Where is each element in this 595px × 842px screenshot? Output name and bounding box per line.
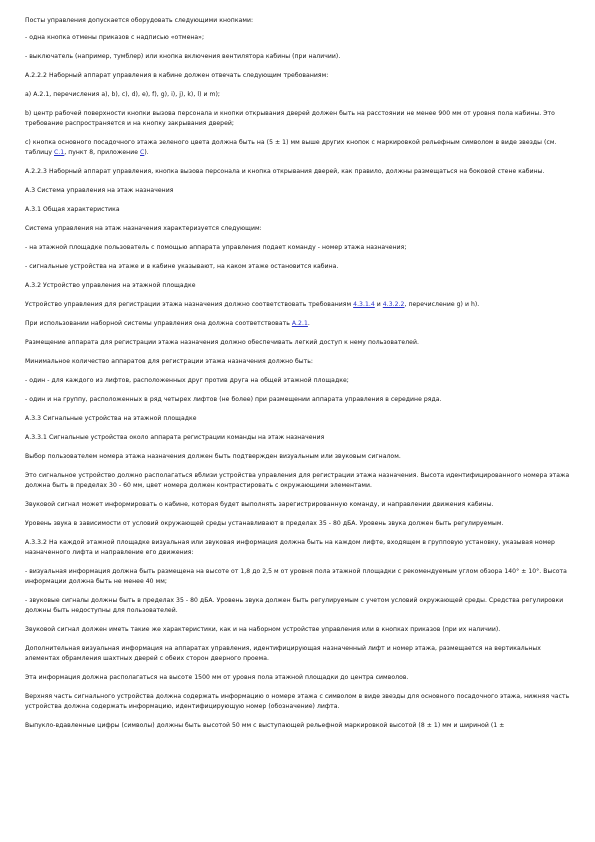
paragraph-text: Звуковой сигнал может информировать о кабине, которая будет выполнять зарегистрированную команду, и направлении движения кабины. [25,501,494,508]
paragraph-text: Эта информация должна располагаться на высоте 1500 мм от уровня пола этажной площадки до центра символов. [25,674,409,681]
paragraph-text: Дополнительная визуальная информация на аппаратах управления, идентифицирующая назначенный лифт и номер этажа, размещается на вертикальных элементах обрамления шахтных дверей с обеих сторон дверного проема. [25,645,541,662]
paragraph [25,721,571,731]
paragraph-text: - одна кнопка отмены приказов с надписью «отмена»; [25,34,205,41]
paragraph-text: При использовании наборной системы управления она должна соответствовать [25,320,292,327]
paragraph [25,281,571,291]
paragraph-text: ). [144,149,149,156]
paragraph-text: Выбор пользователем номера этажа назначения должен быть подтвержден визуальным или звуковым сигналом. [25,453,401,460]
paragraph [25,644,571,664]
paragraph [25,109,571,129]
paragraph-text: А.3.3 Сигнальные устройства на этажной площадке [25,415,197,422]
paragraph-text: Посты управления допускается оборудовать следующими кнопками: [25,17,254,24]
paragraph [25,500,571,510]
paragraph [25,452,571,462]
paragraph-text: А.2.2.3 Наборный аппарат управления, кнопка вызова персонала и кнопка открывания дверей, как правило, должны размещаться на боковой стене кабины. [25,168,545,175]
paragraph-text: . [307,320,310,327]
paragraph-text: А.3.2 Устройство управления на этажной площадке [25,282,196,289]
paragraph-text: Это сигнальное устройство должно располагаться вблизи устройства управления для регистрации этажа назначения. Высота идентифицированного номера этажа должна быть в пределах 30 - 60 мм, цвет номера должен контрастировать с окружающими элементами. [25,472,570,489]
paragraph [25,567,571,587]
paragraph-text: Минимальное количество аппаратов для регистрации этажа назначения должно быть: [25,358,313,365]
paragraph-text: - на этажной площадке пользователь с помощью аппарата управления подает команду - номер этажа назначения; [25,244,407,251]
paragraph [25,33,571,43]
paragraph [25,395,571,405]
paragraph [25,673,571,683]
paragraph [25,596,571,616]
paragraph-text: А.2.2.2 Наборный аппарат управления в кабине должен отвечать следующим требованиям: [25,72,329,79]
paragraph-text: , пункт 8, приложение [64,149,141,156]
paragraph [25,243,571,253]
paragraph [25,16,571,26]
paragraph [25,433,571,443]
paragraph-text: с) кнопка основного посадочного этажа зеленого цвета должна быть на (5 ± 1) мм выше других кнопок с маркировкой рельефным символом в виде звезды (см. таблицу [25,139,557,156]
paragraph [25,52,571,62]
paragraph-text: А.3 Система управления на этаж назначения [25,187,174,194]
paragraph-text: А.3.3.1 Сигнальные устройства около аппарата регистрации команды на этаж назначения [25,434,325,441]
paragraph [25,186,571,196]
paragraph [25,538,571,558]
paragraph [25,519,571,529]
paragraph [25,692,571,712]
paragraph [25,205,571,215]
paragraph-text: Устройство управления для регистрации этажа назначения должно соответствовать требованиям [25,301,354,308]
paragraph [25,300,571,310]
paragraph-text: , перечисление g) и h). [404,301,480,308]
paragraph-text: Выпукло-вдавленные цифры (символы) должны быть высотой 50 мм с выступающей рельефной маркировкой высотой (8 ± 1) мм и шириной (1 ± [25,722,505,729]
reference-link[interactable]: С.1 [54,149,65,156]
paragraph-text: - выключатель (например, тумблер) или кнопка включения вентилятора кабины (при наличии). [25,53,341,60]
paragraph-text: b) центр рабочей поверхности кнопки вызова персонала и кнопки открывания дверей должен быть на расстоянии не менее 900 мм от уровня пола кабины. Это требование распространяется и на кнопку закрывания дверей; [25,110,555,127]
paragraph [25,357,571,367]
reference-link[interactable]: С [140,149,145,156]
paragraph-text: А.3.3.2 На каждой этажной площадке визуальная или звуковая информация должна быть на каждом лифте, входящем в групповую установку, указывая номер назначенного лифта и направление его движения: [25,539,555,556]
paragraph-text: а) А.2.1, перечисления а), b), с), d), e), f), g), i), j), k), l) и m); [25,91,221,98]
paragraph [25,319,571,329]
paragraph [25,338,571,348]
paragraph-text: Размещение аппарата для регистрации этажа назначения должно обеспечивать легкий доступ к нему пользователей. [25,339,419,346]
paragraph-text: Звуковой сигнал должен иметь такие же характеристики, как и на наборном устройстве управления или в кнопках приказов (при их наличии). [25,626,501,633]
paragraph [25,262,571,272]
paragraph-text: - один - для каждого из лифтов, расположенных друг против друга на общей этажной площадке; [25,377,349,384]
paragraph [25,376,571,386]
paragraph [25,471,571,491]
paragraph [25,90,571,100]
paragraph [25,625,571,635]
paragraph-text: А.3.1 Общая характеристика [25,206,120,213]
paragraph [25,71,571,81]
paragraph-text: - сигнальные устройства на этаже и в кабине указывают, на каком этаже остановится кабина. [25,263,339,270]
paragraph-text: и [374,301,383,308]
paragraph [25,224,571,234]
paragraph-text: Система управления на этаж назначения характеризуется следующим: [25,225,262,232]
reference-link[interactable]: 4.3.2.2 [382,301,405,308]
paragraph [25,167,571,177]
reference-link[interactable]: А.2.1 [291,320,308,327]
reference-link[interactable]: 4.3.1.4 [353,301,375,308]
paragraph-text: Уровень звука в зависимости от условий окружающей среды устанавливают в пределах 35 - 80 дБА. Уровень звука должен быть регулируемым. [25,520,504,527]
paragraph-text: - один и на группу, расположенных в ряд четырех лифтов (не более) при размещении аппарата управления в середине ряда. [25,396,442,403]
paragraph-text: - визуальная информация должна быть размещена на высоте от 1,8 до 2,5 м от уровня пола этажной площадки с рекомендуемым углом обзора 140° ± 10°. Высота информации должна быть не менее 40 мм; [25,568,567,585]
paragraph [25,138,571,158]
paragraph-text: Верхняя часть сигнального устройства должна содержать информацию о номере этажа с символом в виде звезды для основного посадочного этажа, нижняя часть устройства должна содержать информацию, идентифицирующую номер (обозначение) лифта. [25,693,570,710]
paragraph-text: - звуковые сигналы должны быть в пределах 35 - 80 дБА. Уровень звука должен быть регулируемым с учетом условий окружающей среды. Средства регулировки должны быть недоступны для пользователей. [25,597,564,614]
paragraph [25,414,571,424]
